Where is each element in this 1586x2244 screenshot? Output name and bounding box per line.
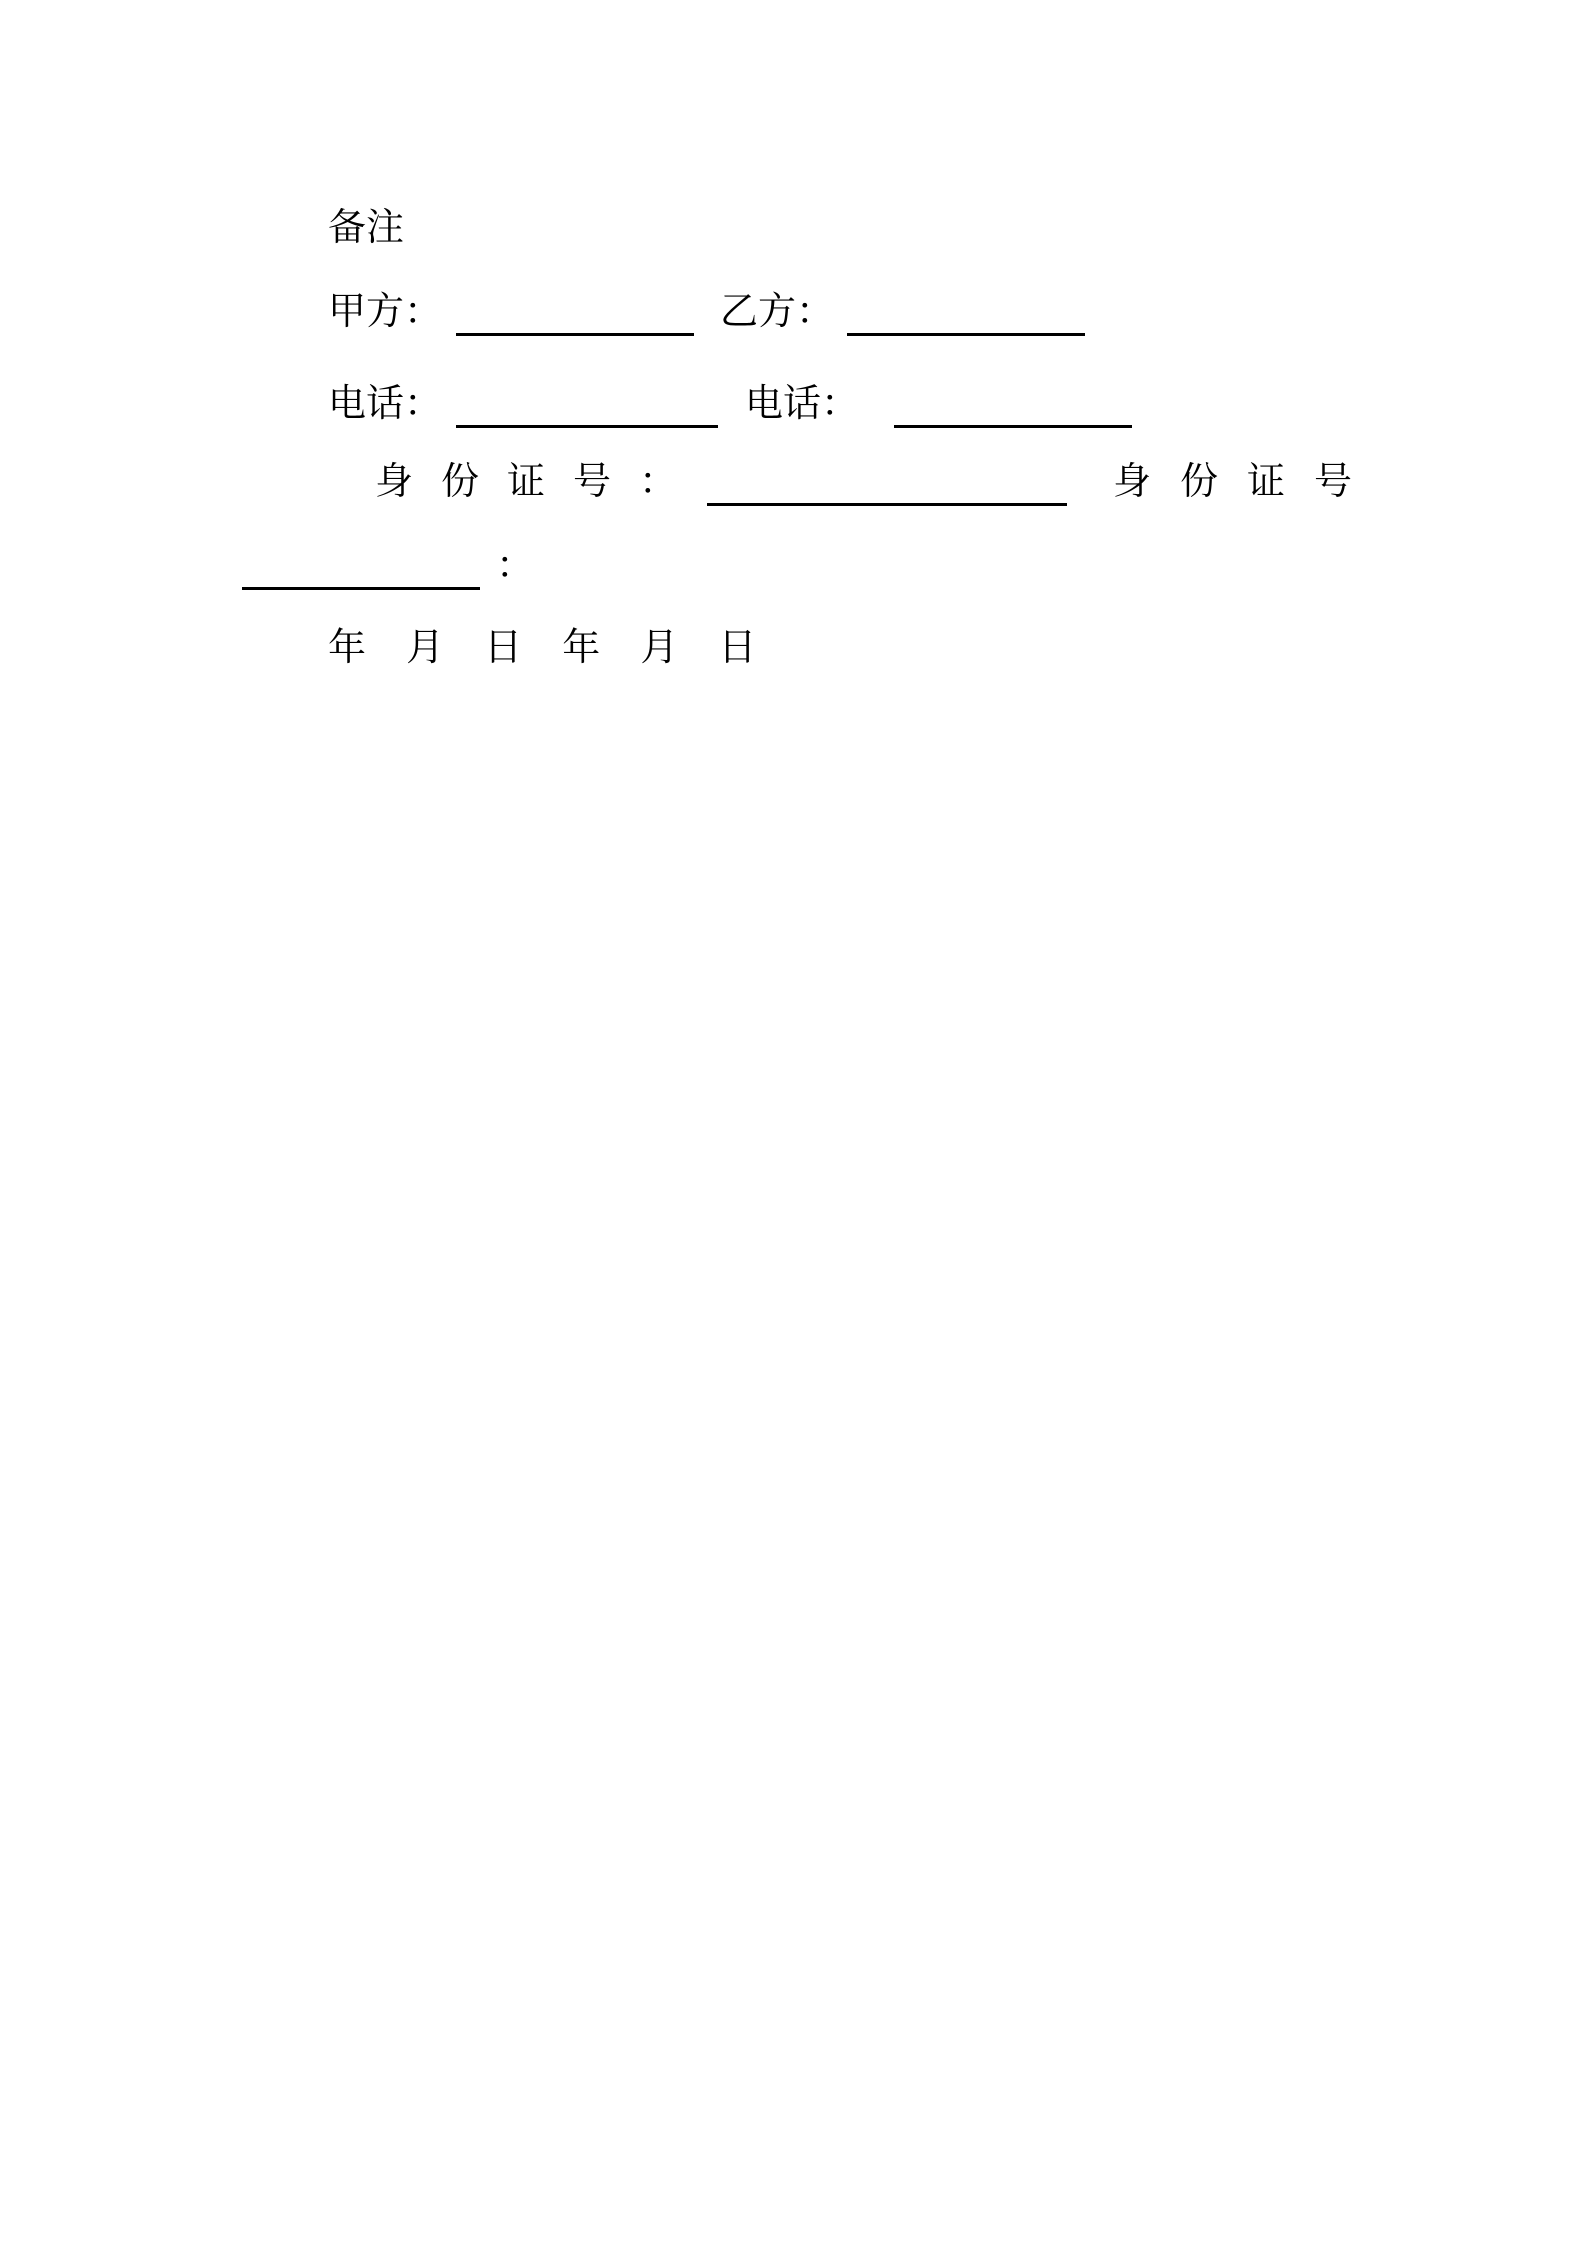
phone-a-blank[interactable] [456,387,718,428]
phone-a-label: 电话： [328,381,443,425]
phone-b-label: 电话： [745,381,860,425]
date-line [328,617,770,677]
id-b-continuation-line [0,535,1586,595]
id-b-blank[interactable] [242,549,480,590]
id-a-blank[interactable] [707,465,1067,506]
id-b-colon: ： [496,543,535,587]
id-b-label: 身份证号 [1113,459,1382,503]
date-text: 年 月 日 年 月 日 [328,625,771,669]
party-a-blank[interactable] [456,295,694,336]
remark-label: 备注 [328,205,405,249]
id-a-label: 身份证号： [375,459,706,503]
remark-line [328,197,404,257]
party-b-label: 乙方： [720,289,835,333]
party-line [0,281,1586,341]
party-b-blank[interactable] [847,295,1085,336]
phone-line [0,373,1586,433]
party-a-label: 甲方： [328,289,443,333]
phone-b-blank[interactable] [894,387,1132,428]
id-line [0,451,1586,511]
